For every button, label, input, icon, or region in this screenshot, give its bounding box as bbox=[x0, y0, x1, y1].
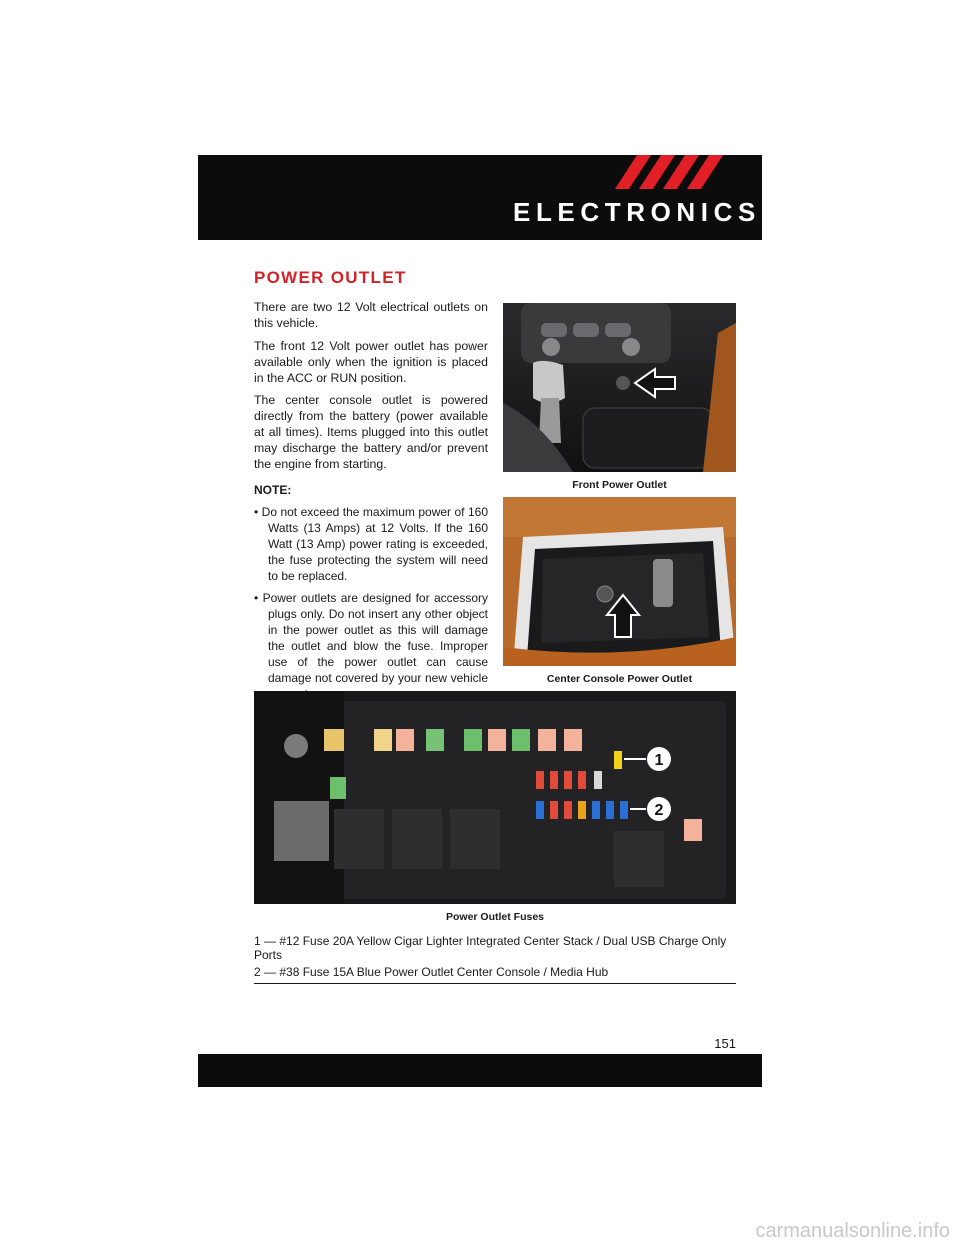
note-bullet: • Do not exceed the maximum power of 160 Watts (13 Amps) at 12 Volts. If the 160 Watt (13 Amp) power rating is exceeded, the fuse protecting the system will need to be replaced. bbox=[254, 505, 488, 583]
power-outlet-fuses-photo bbox=[254, 691, 736, 904]
body-paragraph: The front 12 Volt power outlet has power available only when the ignition is placed in the ACC or RUN position. bbox=[254, 339, 488, 385]
figure-caption: Front Power Outlet bbox=[572, 479, 667, 491]
callout-1: 1 bbox=[654, 752, 664, 769]
fuse-legend-item: 2 — #38 Fuse 15A Blue Power Outlet Center Console / Media Hub bbox=[254, 965, 609, 979]
watermark: carmanualsonline.info bbox=[755, 1220, 950, 1242]
figure-caption: Power Outlet Fuses bbox=[445, 911, 545, 923]
page-heading: POWER OUTLET bbox=[254, 268, 407, 287]
front-power-outlet-photo bbox=[503, 303, 736, 472]
callout-2: 2 bbox=[654, 802, 664, 819]
body-paragraph: There are two 12 Volt electrical outlets on this vehicle. bbox=[254, 300, 488, 330]
note-bullet: • Power outlets are designed for accessory plugs only. Do not insert any other object in the power outlet as this will damage the outlet and blow the fuse. Improper use of the power outlet can cause damage not covered by your new vehicle bbox=[254, 591, 488, 685]
center-console-outlet-photo bbox=[503, 497, 736, 666]
divider bbox=[254, 983, 736, 984]
footer-band bbox=[198, 1054, 762, 1087]
fuse-legend-item: 1 — #12 Fuse 20A Yellow Cigar Lighter Integrated Center Stack / Dual USB Charge Only Ports bbox=[254, 934, 727, 962]
note-label: NOTE: bbox=[254, 483, 292, 497]
body-paragraph: The center console outlet is powered directly from the battery (power available at all times). Items plugged into this outlet may discharge the battery and/or prevent the engine from starting. bbox=[254, 393, 488, 471]
page-number: 151 bbox=[714, 1036, 736, 1051]
figure-caption: Center Console Power Outlet bbox=[546, 673, 693, 685]
section-title: ELECTRONICS bbox=[513, 197, 761, 227]
